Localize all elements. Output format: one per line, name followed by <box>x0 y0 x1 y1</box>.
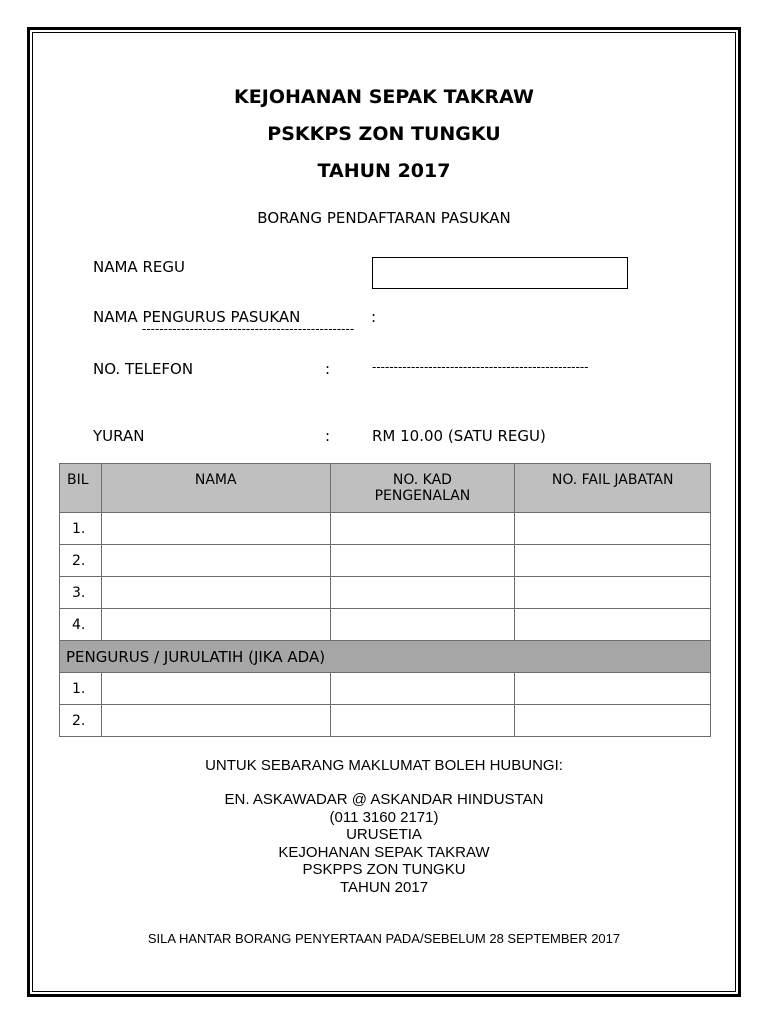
col-header-file: NO. FAIL JABATAN <box>515 464 711 513</box>
ic-cell[interactable] <box>330 577 515 609</box>
table-row <box>60 609 711 641</box>
fee-label: YURAN <box>93 427 145 445</box>
contact-block <box>0 791 768 896</box>
name-cell[interactable] <box>101 705 330 737</box>
team-name-input[interactable] <box>372 257 628 289</box>
fee-value: RM 10.00 (SATU REGU) <box>372 427 546 445</box>
submission-deadline: SILA HANTAR BORANG PENYERTAAN PADA/SEBELUM 28 SEPTEMBER 2017 <box>147 931 621 946</box>
contact-org: PSKPPS ZON TUNGKU <box>302 861 466 878</box>
file-cell[interactable] <box>515 673 711 705</box>
table-row <box>60 705 711 737</box>
table-row <box>60 673 711 705</box>
row-number: 1. <box>60 513 102 545</box>
form-title: BORANG PENDAFTARAN PASUKAN <box>257 209 511 227</box>
table-row <box>60 545 711 577</box>
row-number: 1. <box>60 673 102 705</box>
ic-cell[interactable] <box>330 705 515 737</box>
name-cell[interactable] <box>101 545 330 577</box>
event-title: KEJOHANAN SEPAK TAKRAW <box>234 86 534 108</box>
phone-label: NO. TELEFON <box>93 360 194 378</box>
manager-label: NAMA PENGURUS PASUKAN <box>93 308 301 326</box>
ic-cell[interactable] <box>330 673 515 705</box>
contact-year: TAHUN 2017 <box>339 878 429 896</box>
file-cell[interactable] <box>515 577 711 609</box>
ic-cell[interactable] <box>330 545 515 577</box>
table-row <box>60 577 711 609</box>
row-number: 2. <box>60 545 102 577</box>
row-number: 2. <box>60 705 102 737</box>
ic-cell[interactable] <box>330 513 515 545</box>
year-title: TAHUN 2017 <box>317 160 451 182</box>
contact-name: EN. ASKAWADAR @ ASKANDAR HINDUSTAN <box>224 791 544 808</box>
manager-fill-line[interactable]: ------------------------------------------------- <box>142 322 355 336</box>
ic-cell[interactable] <box>330 609 515 641</box>
phone-colon: : <box>325 360 331 378</box>
file-cell[interactable] <box>515 609 711 641</box>
file-cell[interactable] <box>515 545 711 577</box>
row-number: 4. <box>60 609 102 641</box>
file-cell[interactable] <box>515 705 711 737</box>
contact-heading: UNTUK SEBARANG MAKLUMAT BOLEH HUBUNGI: <box>205 757 563 774</box>
phone-fill-line[interactable]: -------------------------------------------------- <box>372 360 589 374</box>
file-cell[interactable] <box>515 513 711 545</box>
contact-role: URUSETIA <box>346 826 422 843</box>
name-cell[interactable] <box>101 673 330 705</box>
row-number: 3. <box>60 577 102 609</box>
manager-section-label: PENGURUS / JURULATIH (JIKA ADA) <box>60 641 711 673</box>
fee-colon: : <box>325 427 331 445</box>
zone-title: PSKKPS ZON TUNGKU <box>267 123 501 145</box>
col-header-ic: NO. KAD PENGENALAN <box>330 464 515 513</box>
name-cell[interactable] <box>101 609 330 641</box>
manager-colon: : <box>371 308 377 326</box>
manager-section-row <box>60 641 711 673</box>
col-header-nama: NAMA <box>101 464 330 513</box>
contact-event: KEJOHANAN SEPAK TAKRAW <box>278 843 490 861</box>
team-name-label: NAMA REGU <box>93 258 185 276</box>
col-header-bil: BIL <box>60 464 102 513</box>
name-cell[interactable] <box>101 577 330 609</box>
table-header-row <box>60 464 711 513</box>
contact-phone: (011 3160 2171) <box>329 808 439 826</box>
registration-table <box>59 463 711 737</box>
table-row <box>60 513 711 545</box>
name-cell[interactable] <box>101 513 330 545</box>
